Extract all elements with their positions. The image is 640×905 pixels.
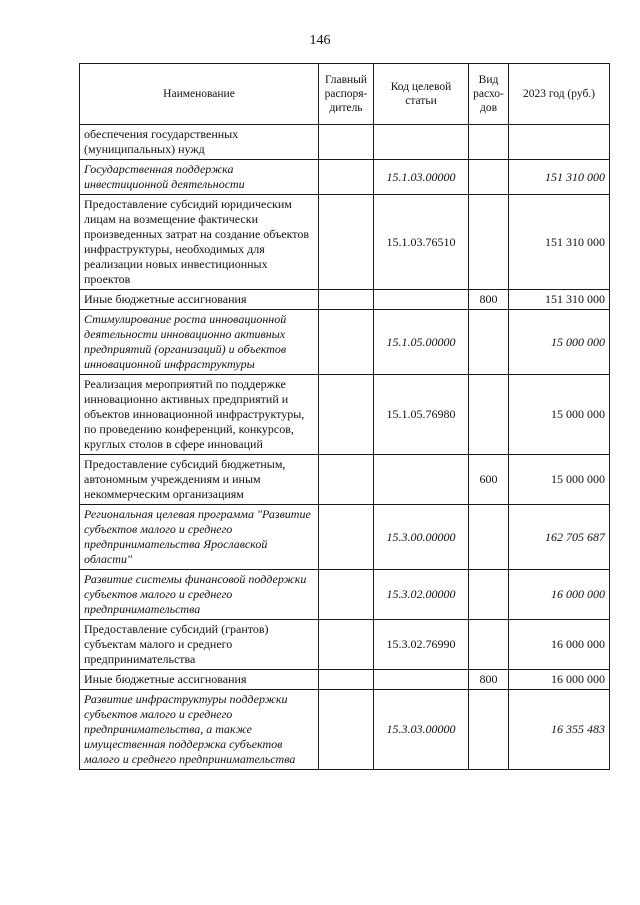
cell-amount: 162 705 687 <box>509 505 610 570</box>
table-row <box>80 570 610 620</box>
cell-amount: 16 000 000 <box>509 670 610 690</box>
cell-expense-type <box>469 375 509 455</box>
cell-main-manager <box>319 455 374 505</box>
cell-target-code: 15.3.00.00000 <box>374 505 469 570</box>
cell-target-code: 15.1.05.76980 <box>374 375 469 455</box>
cell-name: Государственная поддержка инвестиционной деятельности <box>80 160 319 195</box>
cell-name: Развитие инфраструктуры поддержки субъектов малого и среднего предпринимательства, а также имущественная поддержка субъектов малого и среднего предпринимательства <box>80 690 319 770</box>
table-row <box>80 455 610 505</box>
cell-expense-type <box>469 570 509 620</box>
cell-target-code <box>374 670 469 690</box>
table-row <box>80 195 610 290</box>
table-row <box>80 690 610 770</box>
cell-amount: 15 000 000 <box>509 310 610 375</box>
cell-target-code: 15.3.02.76990 <box>374 620 469 670</box>
cell-target-code <box>374 455 469 505</box>
cell-amount: 151 310 000 <box>509 195 610 290</box>
header-expense-type: Вид расхо-дов <box>469 64 509 125</box>
table-row <box>80 310 610 375</box>
cell-expense-type <box>469 310 509 375</box>
table-row <box>80 160 610 195</box>
cell-expense-type <box>469 195 509 290</box>
cell-name: Стимулирование роста инновационной деятельности инновационно активных предприятий (организаций) и объектов инновационной инфраструктуры <box>80 310 319 375</box>
cell-name: Предоставление субсидий (грантов) субъектам малого и среднего предпринимательства <box>80 620 319 670</box>
cell-target-code: 15.1.05.00000 <box>374 310 469 375</box>
cell-expense-type <box>469 690 509 770</box>
cell-main-manager <box>319 690 374 770</box>
cell-target-code: 15.1.03.76510 <box>374 195 469 290</box>
cell-target-code: 15.3.03.00000 <box>374 690 469 770</box>
cell-amount <box>509 125 610 160</box>
cell-main-manager <box>319 310 374 375</box>
cell-target-code <box>374 125 469 160</box>
cell-main-manager <box>319 505 374 570</box>
cell-target-code: 15.3.02.00000 <box>374 570 469 620</box>
budget-table <box>79 63 610 770</box>
cell-name: Развитие системы финансовой поддержки субъектов малого и среднего предпринимательства <box>80 570 319 620</box>
cell-name: Иные бюджетные ассигнования <box>80 290 319 310</box>
cell-expense-type <box>469 505 509 570</box>
header-target-code: Код целевой статьи <box>374 64 469 125</box>
cell-expense-type <box>469 125 509 160</box>
cell-amount: 16 355 483 <box>509 690 610 770</box>
table-row <box>80 290 610 310</box>
table-header <box>80 64 610 125</box>
cell-amount: 151 310 000 <box>509 290 610 310</box>
cell-name: Предоставление субсидий юридическим лицам на возмещение фактически произведенных затрат на создание объектов инфраструктуры, необходимых для реализации новых инвестиционных проектов <box>80 195 319 290</box>
cell-main-manager <box>319 160 374 195</box>
cell-expense-type: 800 <box>469 290 509 310</box>
table-row <box>80 375 610 455</box>
cell-name: Реализация мероприятий по поддержке инновационно активных предприятий и объектов инновационной инфраструктуры, по проведению конференций, конкурсов, круглых столов в сфере инноваций <box>80 375 319 455</box>
cell-expense-type <box>469 620 509 670</box>
table-row <box>80 125 610 160</box>
cell-main-manager <box>319 620 374 670</box>
cell-name: Иные бюджетные ассигнования <box>80 670 319 690</box>
cell-main-manager <box>319 375 374 455</box>
cell-name: Предоставление субсидий бюджетным, автономным учреждениям и иным некоммерческим организациям <box>80 455 319 505</box>
cell-name: обеспечения государственных (муниципальных) нужд <box>80 125 319 160</box>
cell-main-manager <box>319 570 374 620</box>
table-row <box>80 670 610 690</box>
cell-expense-type <box>469 160 509 195</box>
cell-name: Региональная целевая программа "Развитие субъектов малого и среднего предпринимательства Ярославской области" <box>80 505 319 570</box>
cell-amount: 16 000 000 <box>509 620 610 670</box>
cell-main-manager <box>319 290 374 310</box>
header-row <box>80 64 610 125</box>
cell-main-manager <box>319 125 374 160</box>
cell-target-code: 15.1.03.00000 <box>374 160 469 195</box>
table-body <box>80 125 610 770</box>
header-name: Наименование <box>80 64 319 125</box>
table-row <box>80 505 610 570</box>
header-main-manager: Главный распоря-дитель <box>319 64 374 125</box>
cell-main-manager <box>319 670 374 690</box>
cell-main-manager <box>319 195 374 290</box>
cell-expense-type: 600 <box>469 455 509 505</box>
table-row <box>80 620 610 670</box>
cell-expense-type: 800 <box>469 670 509 690</box>
page-number: 146 <box>309 33 331 48</box>
cell-target-code <box>374 290 469 310</box>
cell-amount: 151 310 000 <box>509 160 610 195</box>
cell-amount: 15 000 000 <box>509 455 610 505</box>
cell-amount: 16 000 000 <box>509 570 610 620</box>
header-year-amount: 2023 год (руб.) <box>509 64 610 125</box>
cell-amount: 15 000 000 <box>509 375 610 455</box>
